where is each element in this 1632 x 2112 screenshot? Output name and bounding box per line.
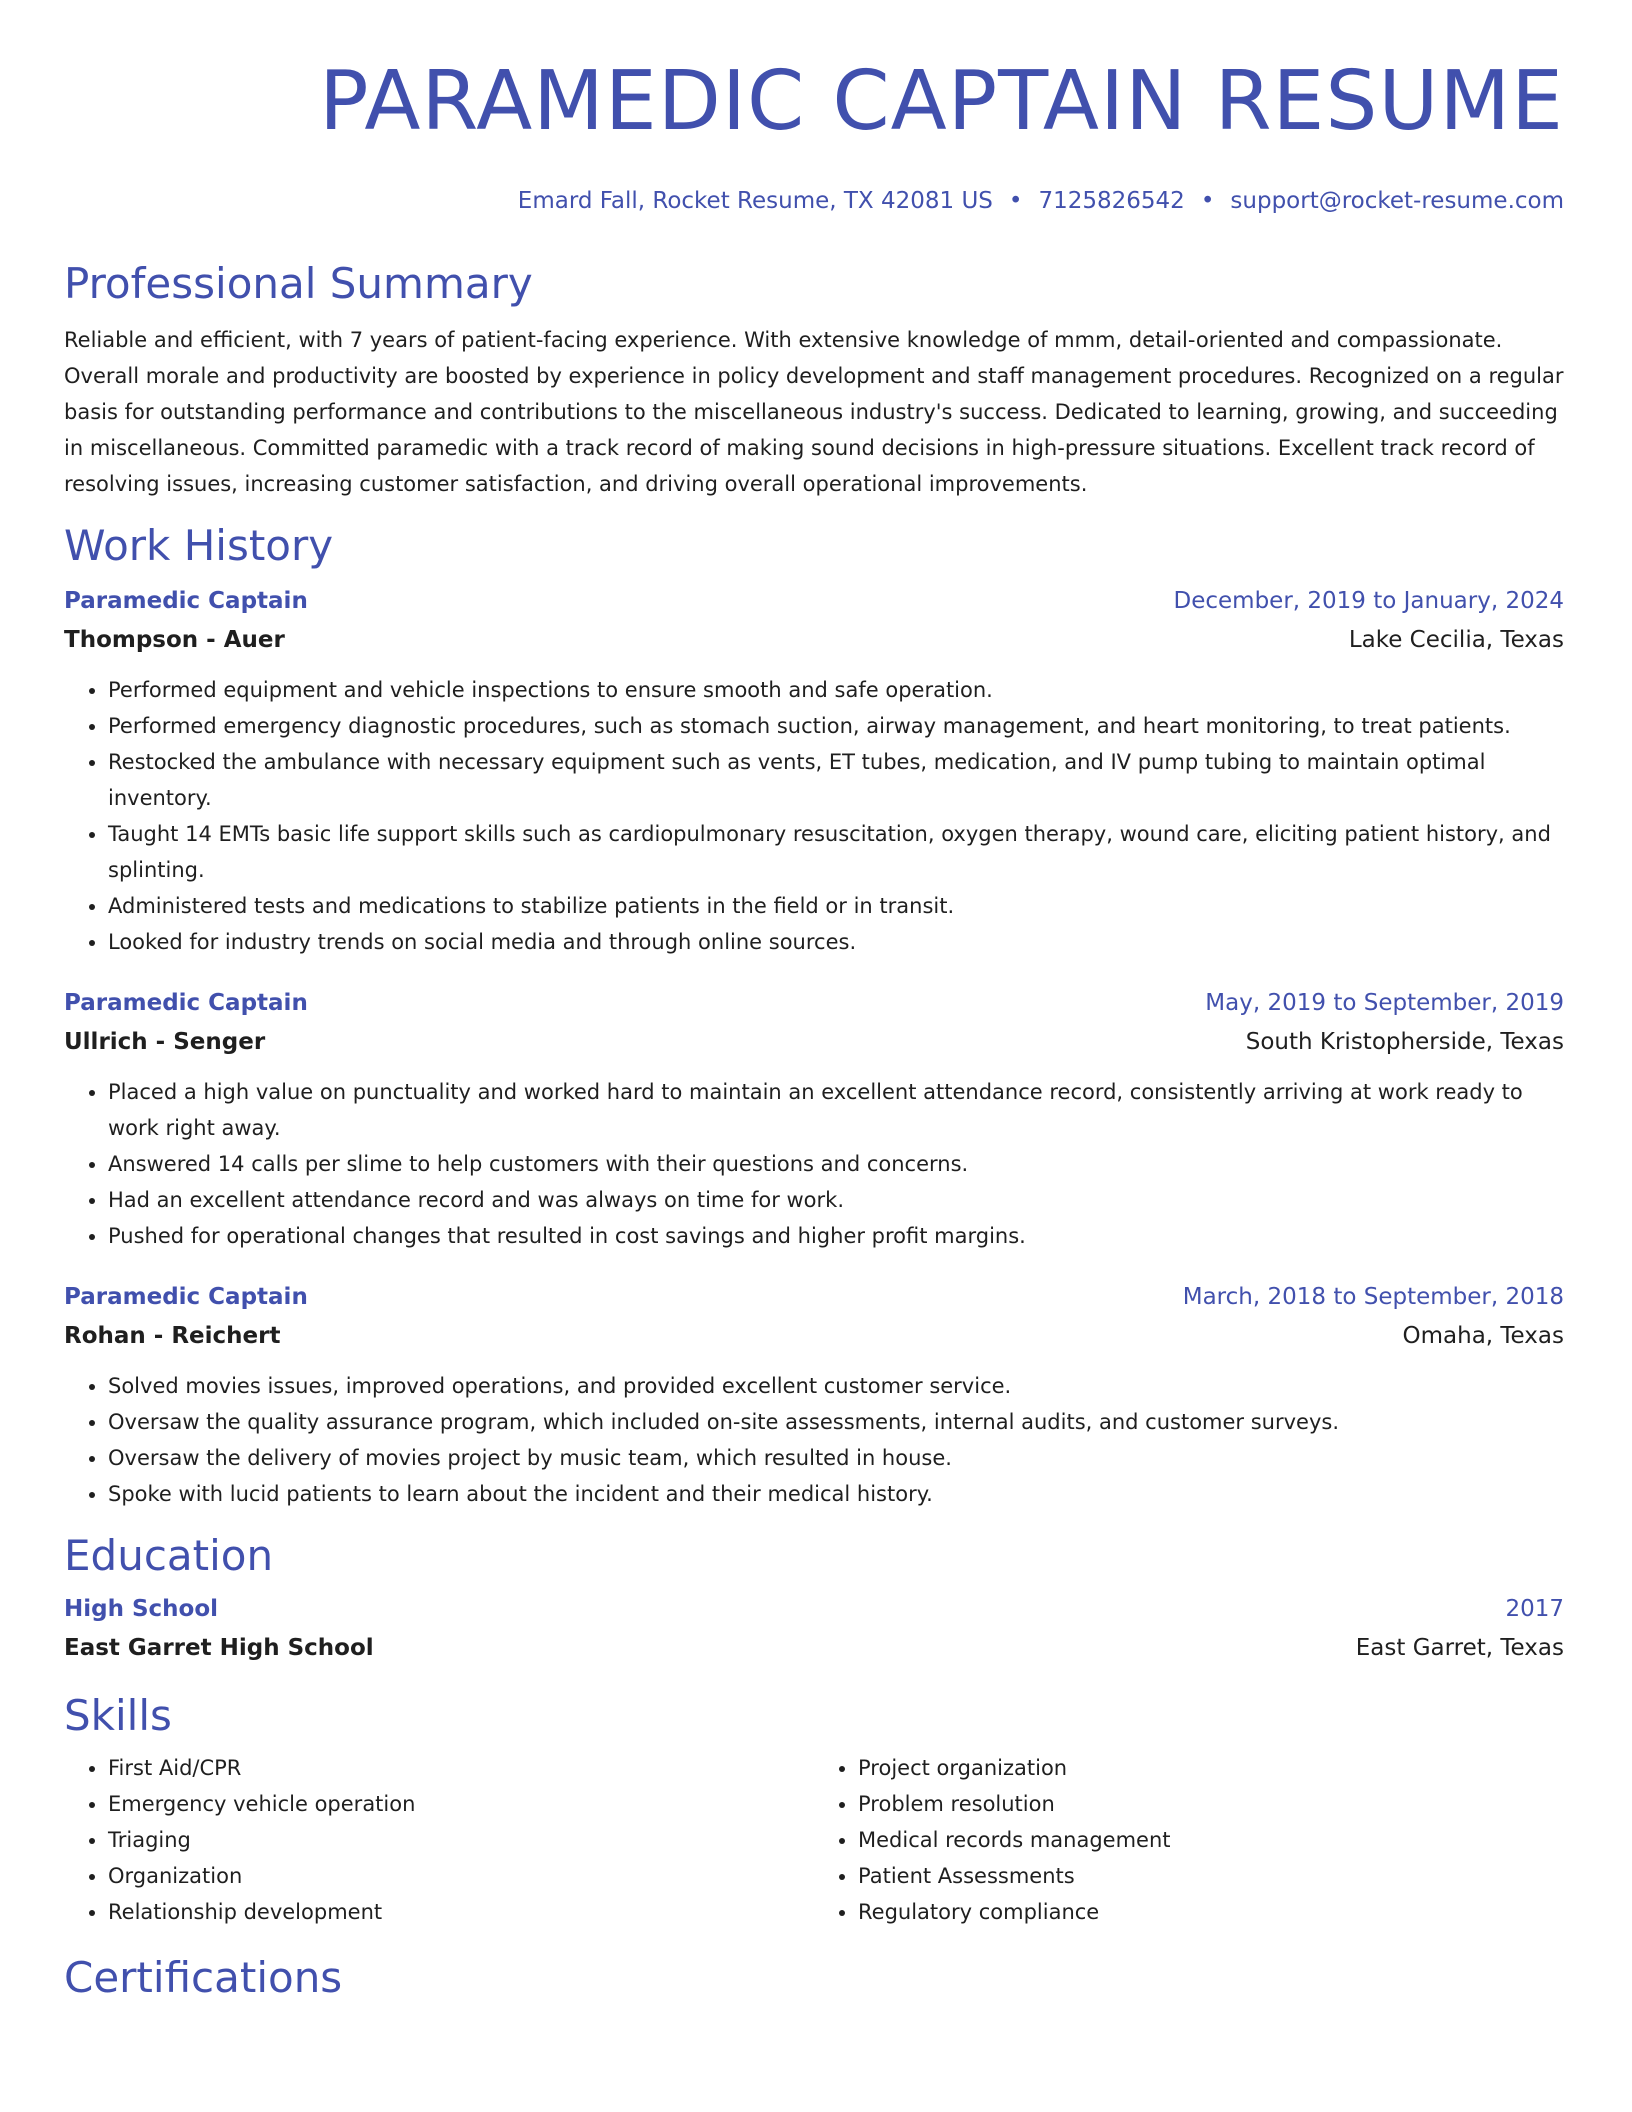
work-history-heading: Work History [64,521,334,570]
job-bullet: • Looked for industry trends on social media and through online sources. [108,924,1564,960]
skill-item: • Emergency vehicle operation [108,1786,814,1822]
job-bullet: • Administered tests and medications to stabilize patients in the field or in transit. [108,888,1564,924]
education-entry [64,1590,1564,1668]
job-bullet: • Performed emergency diagnostic procedures, such as stomach suction, airway management, and heart monitoring, to treat patients. [108,708,1564,744]
job-bullet: • Had an excellent attendance record and was always on time for work. [108,1182,1564,1218]
job-bullet: • Pushed for operational changes that resulted in cost savings and higher profit margins. [108,1218,1564,1254]
job-bullet: • Spoke with lucid patients to learn about the incident and their medical history. [108,1476,1564,1512]
skills-heading: Skills [64,1691,172,1740]
job-bullet: • Taught 14 EMTs basic life support skills such as cardiopulmonary resuscitation, oxygen therapy, wound care, eliciting patient history, and splinting. [108,816,1564,888]
education-degree: High School [64,1596,219,1622]
education-heading: Education [64,1531,274,1580]
contact-line [64,186,1564,216]
education-location: East Garret, Texas [1355,1635,1564,1661]
job-bullet: • Restocked the ambulance with necessary equipment such as vents, ET tubes, medication, and IV pump tubing to maintain optimal inventory. [108,744,1564,816]
job-bullets [64,1074,1564,1254]
job-title: Paramedic Captain [64,1284,308,1310]
job-employer: Thompson - Auer [64,627,285,653]
skill-item: • Patient Assessments [858,1858,1564,1894]
job-bullet: • Oversaw the quality assurance program, which included on-site assessments, internal audits, and customer surveys. [108,1404,1564,1440]
job-bullet: • Solved movies issues, improved operations, and provided excellent customer service. [108,1368,1564,1404]
skill-item: • Organization [108,1858,814,1894]
skill-item: • First Aid/CPR [108,1750,814,1786]
job-dates: December, 2019 to January, 2024 [1173,588,1564,614]
job-entry [64,984,1564,1254]
job-bullet: • Oversaw the delivery of movies project by music team, which resulted in house. [108,1440,1564,1476]
job-bullets [64,672,1564,960]
education-school: East Garret High School [64,1635,374,1661]
job-location: Lake Cecilia, Texas [1348,627,1564,653]
resume-title: PARAMEDIC CAPTAIN RESUME [319,54,1564,149]
job-entry [64,1278,1564,1512]
summary-text: Reliable and efficient, with 7 years of patient-facing experience. With extensive knowledge of mmm, detail-oriented and compassionate. Overall morale and productivity are boosted by experience in policy development and staff management procedures. Recognized on a regular basis for outstanding performance and contributions to the miscellaneous industry's success. Dedicated to learning, growing, and succeeding in miscellaneous. Committed paramedic with a track record of making sound decisions in high-pressure situations. Excellent track record of resolving issues, increasing customer satisfaction, and driving overall operational improvements. [64,328,1564,496]
job-entry [64,582,1564,960]
skill-item: • Project organization [858,1750,1564,1786]
job-bullet: • Placed a high value on punctuality and worked hard to maintain an excellent attendance record, consistently arriving at work ready to work right away. [108,1074,1564,1146]
job-title: Paramedic Captain [64,588,308,614]
contact-address: Emard Fall, Rocket Resume, TX 42081 US [517,188,993,214]
job-bullet: • Answered 14 calls per slime to help customers with their questions and concerns. [108,1146,1564,1182]
job-dates: May, 2019 to September, 2019 [1205,990,1564,1016]
skill-item: • Problem resolution [858,1786,1564,1822]
certifications-heading: Certifications [64,1953,343,2002]
job-location: Omaha, Texas [1402,1323,1564,1349]
job-location: South Kristopherside, Texas [1245,1029,1564,1055]
separator-dot: • [1008,188,1023,214]
job-dates: March, 2018 to September, 2018 [1182,1284,1564,1310]
education-year: 2017 [1505,1596,1564,1622]
job-title: Paramedic Captain [64,990,308,1016]
summary-heading: Professional Summary [64,259,533,308]
skill-item: • Medical records management [858,1822,1564,1858]
separator-dot: • [1200,188,1215,214]
job-bullets [64,1368,1564,1512]
contact-email: support@rocket-resume.com [1230,188,1564,214]
skills-column-right [814,1750,1564,1930]
job-employer: Ullrich - Senger [64,1029,266,1055]
skills-list [64,1750,1564,1930]
skills-column-left [64,1750,814,1930]
job-employer: Rohan - Reichert [64,1323,281,1349]
skill-item: • Regulatory compliance [858,1894,1564,1930]
job-bullet: • Performed equipment and vehicle inspections to ensure smooth and safe operation. [108,672,1564,708]
contact-phone: 7125826542 [1038,188,1185,214]
skill-item: • Triaging [108,1822,814,1858]
skill-item: • Relationship development [108,1894,814,1930]
